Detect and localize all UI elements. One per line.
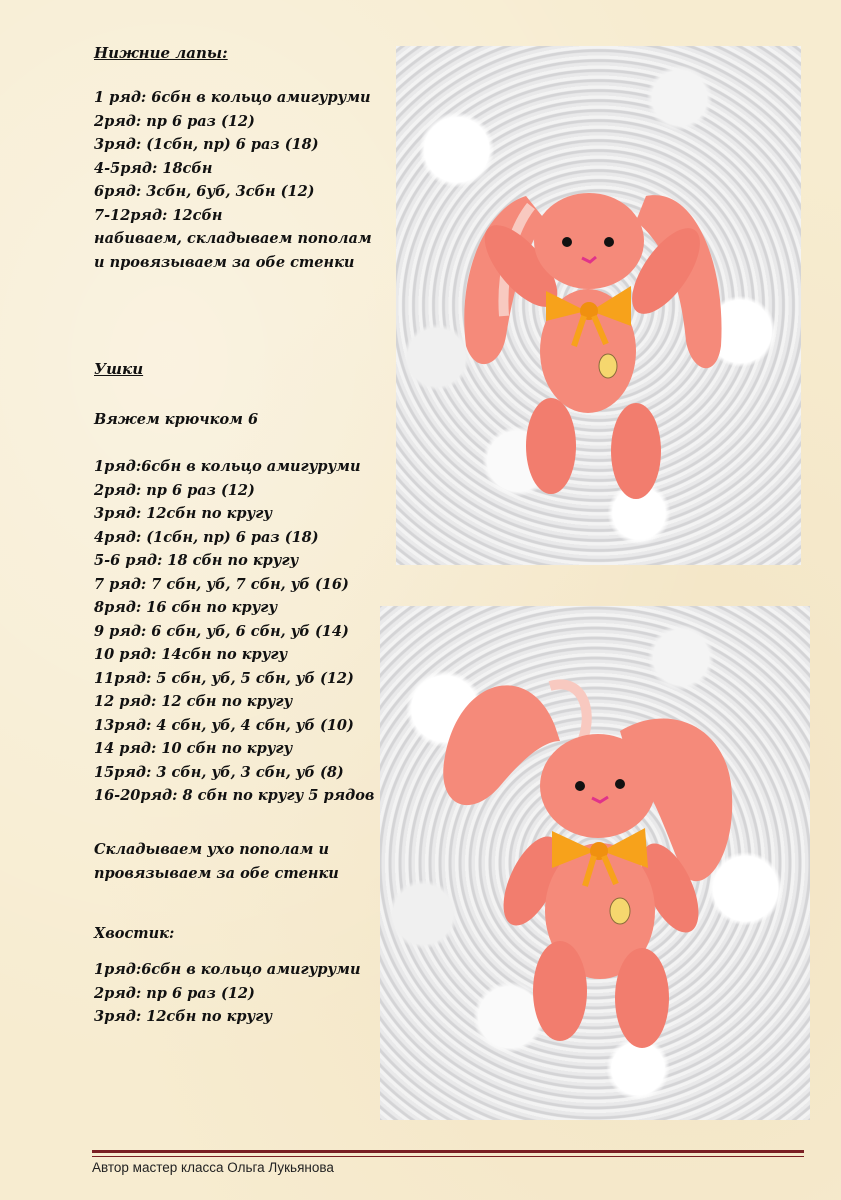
instruction-line: 5-6 ряд: 18 сбн по кругу: [94, 552, 299, 569]
instruction-line: 16-20ряд: 8 сбн по кругу 5 рядов: [94, 787, 375, 804]
instruction-line: 11ряд: 5 сбн, уб, 5 сбн, уб (12): [94, 669, 354, 687]
section-heading: Нижние лапы:: [94, 44, 228, 62]
bunny-illustration: [380, 606, 810, 1120]
instruction-line: 4ряд: (1сбн, пр) 6 раз (18): [94, 528, 319, 546]
ears-section: [94, 360, 384, 378]
tail-section: [94, 922, 384, 946]
instruction-line: 12 ряд: 12 сбн по кругу: [94, 693, 293, 710]
author-credit: Автор мастер класса Ольга Лукьянова: [92, 1160, 334, 1175]
section-heading: Ушки: [94, 360, 144, 378]
tail-steps: [94, 958, 384, 1029]
instruction-line: 1 ряд: 6сбн в кольцо амигуруми: [94, 89, 371, 106]
instruction-line: 9 ряд: 6 сбн, уб, 6 сбн, уб (14): [94, 622, 349, 640]
instruction-line: 10 ряд: 14сбн по кругу: [94, 646, 288, 663]
instruction-line: 1ряд:6сбн в кольцо амигуруми: [94, 961, 361, 978]
instruction-line: 3ряд: 12сбн по кругу: [94, 505, 273, 522]
instruction-line: 2ряд: пр 6 раз (12): [94, 112, 255, 130]
ears-hook: [94, 408, 384, 432]
instruction-line: Складываем ухо пополам и: [94, 841, 330, 858]
instruction-line: набиваем, складываем пополам: [94, 230, 372, 247]
instruction-line: провязываем за обе стенки: [94, 864, 339, 882]
lower-legs-steps: [94, 86, 384, 274]
instruction-line: и провязываем за обе стенки: [94, 253, 355, 271]
instruction-line: 7-12ряд: 12сбн: [94, 206, 223, 224]
ears-steps: [94, 455, 384, 808]
hook-size-text: Вяжем крючком 6: [94, 411, 259, 428]
instruction-line: 8ряд: 16 сбн по кругу: [94, 599, 278, 616]
lower-legs-section: [94, 44, 384, 62]
instruction-line: 15ряд: 3 сбн, уб, 3 сбн, уб (8): [94, 763, 344, 781]
instruction-line: 3ряд: (1сбн, пр) 6 раз (18): [94, 136, 319, 153]
bunny-photo-bottom: [380, 606, 810, 1120]
instruction-line: 1ряд:6сбн в кольцо амигуруми: [94, 458, 361, 475]
bunny-photo-top: [396, 46, 801, 565]
instruction-line: 2ряд: пр 6 раз (12): [94, 984, 255, 1002]
instruction-line: 13ряд: 4 сбн, уб, 4 сбн, уб (10): [94, 716, 354, 734]
instruction-line: 7 ряд: 7 сбн, уб, 7 сбн, уб (16): [94, 575, 349, 593]
bunny-illustration: [396, 46, 801, 565]
footer-divider: [92, 1150, 804, 1153]
ears-finish: [94, 838, 384, 885]
footer-divider-thin: [92, 1156, 804, 1157]
instruction-line: 14 ряд: 10 сбн по кругу: [94, 740, 293, 757]
section-heading: Хвостик:: [94, 925, 175, 942]
instruction-line: 4-5ряд: 18сбн: [94, 159, 213, 177]
instruction-line: 6ряд: 3сбн, 6уб, 3сбн (12): [94, 183, 315, 200]
instruction-line: 2ряд: пр 6 раз (12): [94, 481, 255, 499]
instruction-line: 3ряд: 12сбн по кругу: [94, 1008, 273, 1025]
